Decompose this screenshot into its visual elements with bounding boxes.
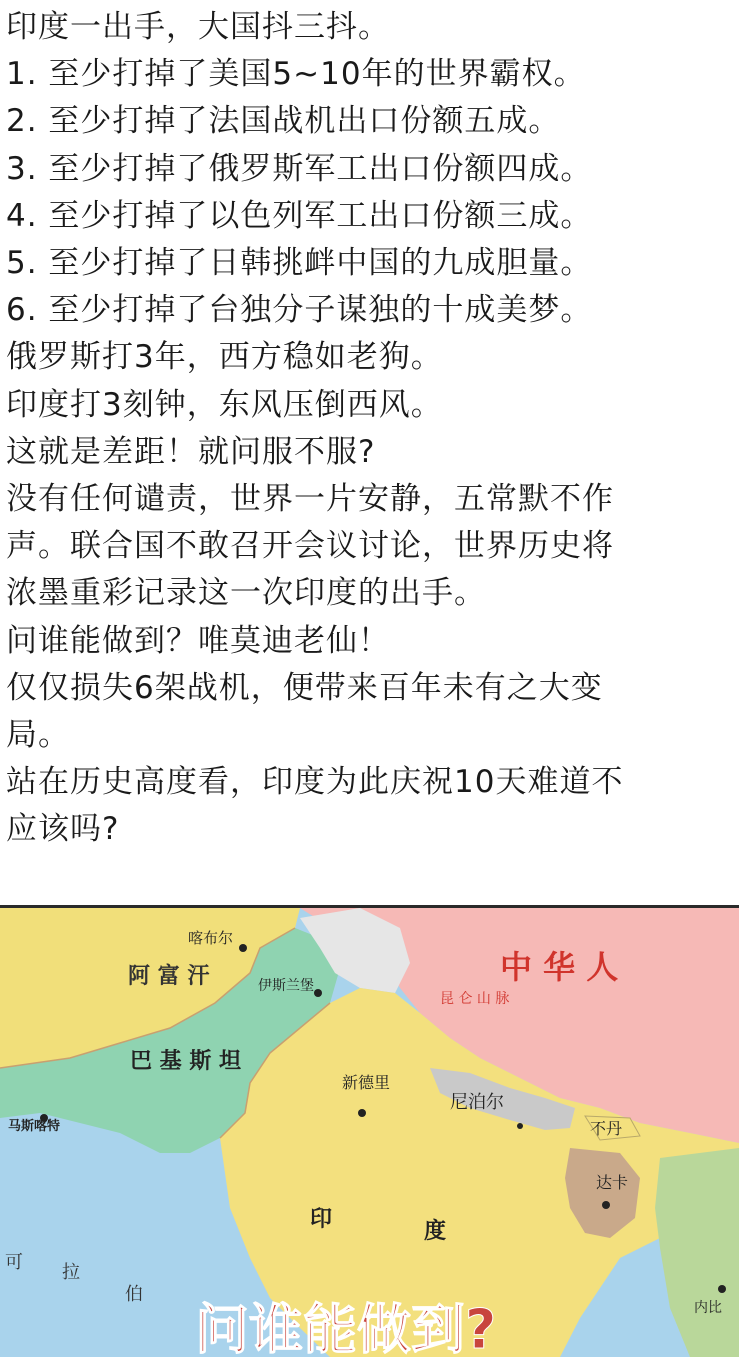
label-rangoon: 内比 <box>694 1300 722 1316</box>
label-arabian-a: 可 <box>5 1252 23 1273</box>
label-india-du: 度 <box>424 1219 447 1244</box>
post-line: 没有任何谴责，世界一片安静，五常默不作 <box>6 481 614 518</box>
post-line: 1. 至少打掉了美国5~10年的世界霸权。 <box>6 56 586 93</box>
city-dot <box>718 1285 726 1293</box>
label-new-delhi: 新德里 <box>342 1073 391 1092</box>
post-line: 4. 至少打掉了以色列军工出口份额三成。 <box>6 197 593 234</box>
city-dot <box>358 1109 366 1117</box>
post-line: 仅仅损失6架战机，便带来百年未有之大变 <box>6 669 603 706</box>
label-india-yin: 印 <box>310 1207 333 1232</box>
post-line: 声。联合国不敢召开会议讨论，世界历史将 <box>6 528 614 565</box>
map-image <box>0 908 739 1357</box>
south-asia-map <box>0 908 739 1357</box>
post-line: 局。 <box>6 717 70 754</box>
label-china: 中 华 人 <box>500 948 619 986</box>
label-nepal: 尼泊尔 <box>450 1092 504 1113</box>
city-dot <box>314 989 322 997</box>
label-bhutan: 不丹 <box>590 1119 623 1138</box>
post-line: 3. 至少打掉了俄罗斯军工出口份额四成。 <box>6 150 593 187</box>
post-line: 应该吗? <box>6 811 120 848</box>
label-arabian-bo: 伯 <box>125 1284 143 1305</box>
post-line: 问谁能做到？唯莫迪老仙！ <box>6 622 390 659</box>
post-line: 6. 至少打掉了台独分子谋独的十成美梦。 <box>6 292 593 329</box>
label-pakistan: 巴 基 斯 坦 <box>130 1049 241 1074</box>
post-line: 印度打3刻钟，东风压倒西风。 <box>6 386 443 423</box>
label-kunlun: 昆 仑 山 脉 <box>440 991 510 1007</box>
post-line: 站在历史高度看，印度为此庆祝10天难道不 <box>6 764 624 801</box>
post-line: 5. 至少打掉了日韩挑衅中国的九成胆量。 <box>6 245 593 282</box>
post-line: 这就是差距！就问服不服? <box>6 433 376 470</box>
label-kabul: 喀布尔 <box>188 929 234 947</box>
label-arabian-la: 拉 <box>62 1262 80 1283</box>
map-caption: 问谁能做到? <box>195 1298 497 1357</box>
post-line: 俄罗斯打3年，西方稳如老狗。 <box>6 339 443 376</box>
city-dot <box>517 1123 523 1129</box>
city-dot <box>602 1201 610 1209</box>
post-line: 印度一出手，大国抖三抖。 <box>6 9 390 45</box>
post-line: 浓墨重彩记录这一次印度的出手。 <box>6 575 486 612</box>
label-islamabad: 伊斯兰堡 <box>258 978 314 994</box>
label-dhaka: 达卡 <box>596 1173 629 1192</box>
post-line: 2. 至少打掉了法国战机出口份额五成。 <box>6 103 561 140</box>
city-dot <box>239 944 247 952</box>
label-muscat: 马斯喀特 <box>8 1119 61 1134</box>
label-afghanistan: 阿 富 汗 <box>128 964 210 989</box>
